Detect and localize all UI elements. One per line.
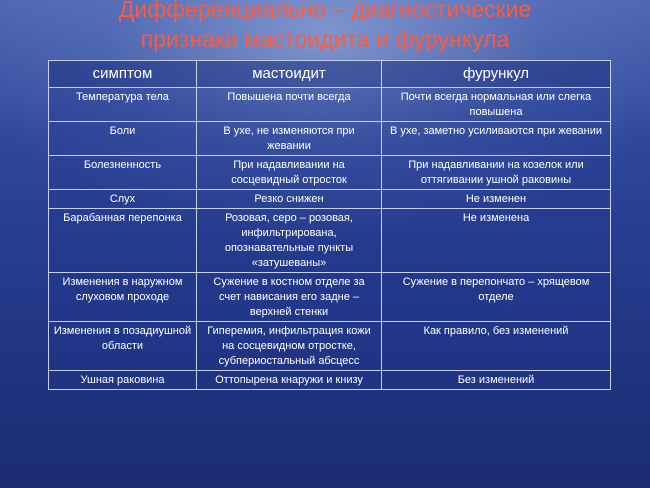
table-header-row: [49, 61, 611, 88]
table-row: [49, 273, 611, 322]
cell-mastoiditis: В ухе, не изменяются при жевании: [197, 122, 382, 156]
cell-symptom: Боли: [49, 122, 197, 156]
cell-symptom: Изменения в наружном слуховом проходе: [49, 273, 197, 322]
cell-mastoiditis: Гиперемия, инфильтрация кожи на сосцевидном отростке, субпериостальный абсцесс: [197, 322, 382, 371]
cell-furuncle: Сужение в перепончато – хрящевом отделе: [382, 273, 611, 322]
cell-mastoiditis: Резко снижен: [197, 190, 382, 209]
cell-furuncle: При надавливании на козелок или оттягивании ушной раковины: [382, 156, 611, 190]
cell-mastoiditis: Повышена почти всегда: [197, 88, 382, 122]
table-row: [49, 88, 611, 122]
cell-furuncle: В ухе, заметно усиливаются при жевании: [382, 122, 611, 156]
table-row: [49, 156, 611, 190]
cell-mastoiditis: При надавливании на сосцевидный отросток: [197, 156, 382, 190]
cell-furuncle: Как правило, без изменений: [382, 322, 611, 371]
cell-mastoiditis: Розовая, серо – розовая, инфильтрирована, опознавательные пункты «затушеваны»: [197, 209, 382, 273]
header-furuncle: фурункул: [382, 61, 611, 88]
cell-mastoiditis: Сужение в костном отделе за счет нависания его задне – верхней стенки: [197, 273, 382, 322]
table-row: [49, 209, 611, 273]
table-row: [49, 190, 611, 209]
slide-title: [0, 0, 650, 54]
cell-furuncle: Без изменений: [382, 371, 611, 390]
table-row: [49, 371, 611, 390]
table-row: [49, 322, 611, 371]
table-row: [49, 122, 611, 156]
cell-mastoiditis: Оттопырена кнаружи и книзу: [197, 371, 382, 390]
cell-symptom: Изменения в позадиушной области: [49, 322, 197, 371]
cell-symptom: Болезненность: [49, 156, 197, 190]
cell-symptom: Ушная раковина: [49, 371, 197, 390]
cell-symptom: Температура тела: [49, 88, 197, 122]
comparison-table: [48, 60, 611, 390]
cell-symptom: Барабанная перепонка: [49, 209, 197, 273]
header-symptom: симптом: [49, 61, 197, 88]
cell-symptom: Слух: [49, 190, 197, 209]
cell-furuncle: Почти всегда нормальная или слегка повышена: [382, 88, 611, 122]
title-line-2: признаки мастоидита и фурункула: [140, 26, 510, 52]
cell-furuncle: Не изменен: [382, 190, 611, 209]
title-line-1: Дифференциально – диагностические: [118, 0, 532, 22]
cell-furuncle: Не изменена: [382, 209, 611, 273]
header-mastoiditis: мастоидит: [197, 61, 382, 88]
